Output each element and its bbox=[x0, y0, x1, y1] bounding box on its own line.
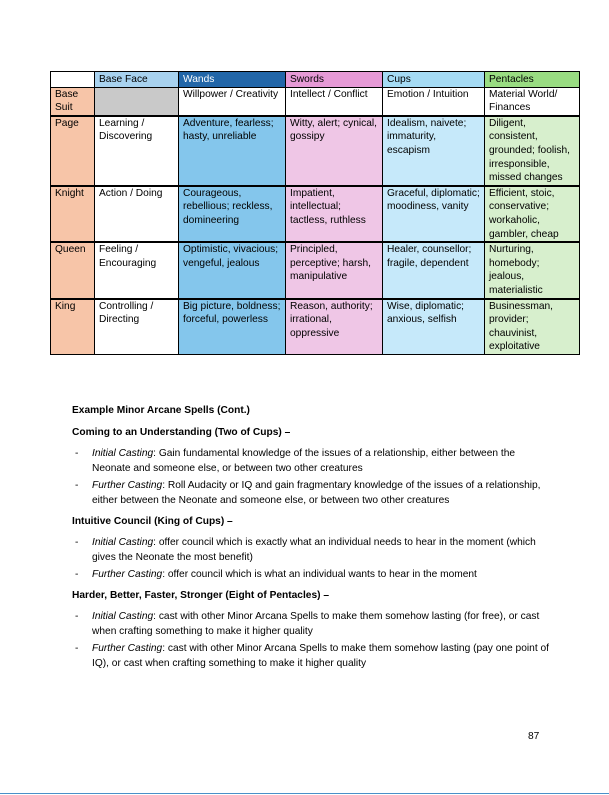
header-wands: Wands bbox=[179, 72, 286, 88]
cast-text: : offer council which is exactly what an individual needs to hear in the moment (which gives the Neonate the most benefit) bbox=[92, 537, 536, 563]
header-corner bbox=[51, 72, 95, 88]
cell-pentacles: Businessman, provider; chauvinist, exploitative bbox=[485, 299, 580, 355]
cell-cups: Graceful, diplomatic; moodiness, vanity bbox=[383, 186, 485, 242]
cell-base-face: Action / Doing bbox=[95, 186, 179, 242]
table-header-row bbox=[51, 72, 580, 88]
cast-label: Initial Casting bbox=[92, 537, 154, 548]
cell-cups: Wise, diplomatic; anxious, selfish bbox=[383, 299, 485, 355]
table-row-base-suit bbox=[51, 87, 580, 116]
spell-casts-list bbox=[72, 535, 552, 582]
cell-pentacles: Nurturing, homebody; jealous, materialistic bbox=[485, 242, 580, 298]
cast-label: Further Casting bbox=[92, 643, 163, 654]
cast-text: : offer council which is what an individual wants to hear in the moment bbox=[162, 569, 477, 580]
cast-label: Further Casting bbox=[92, 480, 163, 491]
list-item bbox=[72, 567, 552, 582]
table-row-queen bbox=[51, 242, 580, 298]
table-row-king bbox=[51, 299, 580, 355]
cell-base-face: Feeling / Encouraging bbox=[95, 242, 179, 298]
cell-base-face: Controlling / Directing bbox=[95, 299, 179, 355]
section-heading: Example Minor Arcane Spells (Cont.) bbox=[72, 405, 250, 416]
cast-text: : cast with other Minor Arcana Spells to make them somehow lasting (for free), or cast when crafting something to make it higher quality bbox=[92, 611, 540, 637]
cast-label: Initial Casting bbox=[92, 448, 154, 459]
cell-wands: Willpower / Creativity bbox=[179, 87, 286, 116]
tarot-court-table bbox=[50, 71, 580, 355]
footer-divider bbox=[0, 793, 609, 794]
spell-casts-list bbox=[72, 609, 552, 671]
table-row-page bbox=[51, 116, 580, 186]
cell-swords: Principled, perceptive; harsh, manipulative bbox=[286, 242, 383, 298]
cell-cups: Emotion / Intuition bbox=[383, 87, 485, 116]
cast-text: : cast with other Minor Arcana Spells to make them somehow lasting (pay one point of IQ), or cast when crafting something to make it higher quality bbox=[92, 643, 549, 669]
spell-title: Harder, Better, Faster, Stronger (Eight of Pentacles) – bbox=[72, 590, 330, 601]
cast-label: Further Casting bbox=[92, 569, 163, 580]
cell-pentacles: Efficient, stoic, conservative; workaholic, gambler, cheap bbox=[485, 186, 580, 242]
row-label-base-suit: Base Suit bbox=[51, 87, 95, 116]
list-item bbox=[72, 609, 552, 639]
list-item bbox=[72, 478, 552, 508]
spell-title: Intuitive Council (King of Cups) – bbox=[72, 516, 233, 527]
table-row-knight bbox=[51, 186, 580, 242]
spell-title: Coming to an Understanding (Two of Cups) – bbox=[72, 427, 291, 438]
cell-swords: Impatient, intellectual; tactless, ruthless bbox=[286, 186, 383, 242]
cast-text: : Gain fundamental knowledge of the issues of a relationship, either between the Neonate and someone else, or between two other creatures bbox=[92, 448, 516, 474]
list-item bbox=[72, 641, 552, 671]
cell-pentacles: Material World/ Finances bbox=[485, 87, 580, 116]
page-number: 87 bbox=[528, 731, 540, 742]
header-cups: Cups bbox=[383, 72, 485, 88]
row-label-knight: Knight bbox=[51, 186, 95, 242]
cell-base-face bbox=[95, 87, 179, 116]
cell-wands: Big picture, boldness; forceful, powerless bbox=[179, 299, 286, 355]
row-label-queen: Queen bbox=[51, 242, 95, 298]
cell-swords: Witty, alert; cynical, gossipy bbox=[286, 116, 383, 186]
cell-wands: Optimistic, vivacious; vengeful, jealous bbox=[179, 242, 286, 298]
tarot-court-table-container bbox=[50, 71, 579, 355]
cell-swords: Reason, authority; irrational, oppressive bbox=[286, 299, 383, 355]
spells-section bbox=[72, 403, 552, 677]
spell-casts-list bbox=[72, 446, 552, 508]
cast-label: Initial Casting bbox=[92, 611, 154, 622]
cell-pentacles: Diligent, consistent, grounded; foolish, irresponsible, missed changes bbox=[485, 116, 580, 186]
cell-wands: Adventure, fearless; hasty, unreliable bbox=[179, 116, 286, 186]
cell-swords: Intellect / Conflict bbox=[286, 87, 383, 116]
row-label-page: Page bbox=[51, 116, 95, 186]
cell-cups: Idealism, naivete; immaturity, escapism bbox=[383, 116, 485, 186]
header-base-face: Base Face bbox=[95, 72, 179, 88]
cell-base-face: Learning / Discovering bbox=[95, 116, 179, 186]
spell-entry bbox=[72, 588, 552, 671]
header-swords: Swords bbox=[286, 72, 383, 88]
list-item bbox=[72, 446, 552, 476]
spell-entry bbox=[72, 425, 552, 508]
header-pentacles: Pentacles bbox=[485, 72, 580, 88]
row-label-king: King bbox=[51, 299, 95, 355]
cell-cups: Healer, counsellor; fragile, dependent bbox=[383, 242, 485, 298]
list-item bbox=[72, 535, 552, 565]
spell-entry bbox=[72, 514, 552, 582]
cast-text: : Roll Audacity or IQ and gain fragmentary knowledge of the issues of a relationship, either between the Neonate and someone else, or between two other creatures bbox=[92, 480, 541, 506]
cell-wands: Courageous, rebellious; reckless, domineering bbox=[179, 186, 286, 242]
